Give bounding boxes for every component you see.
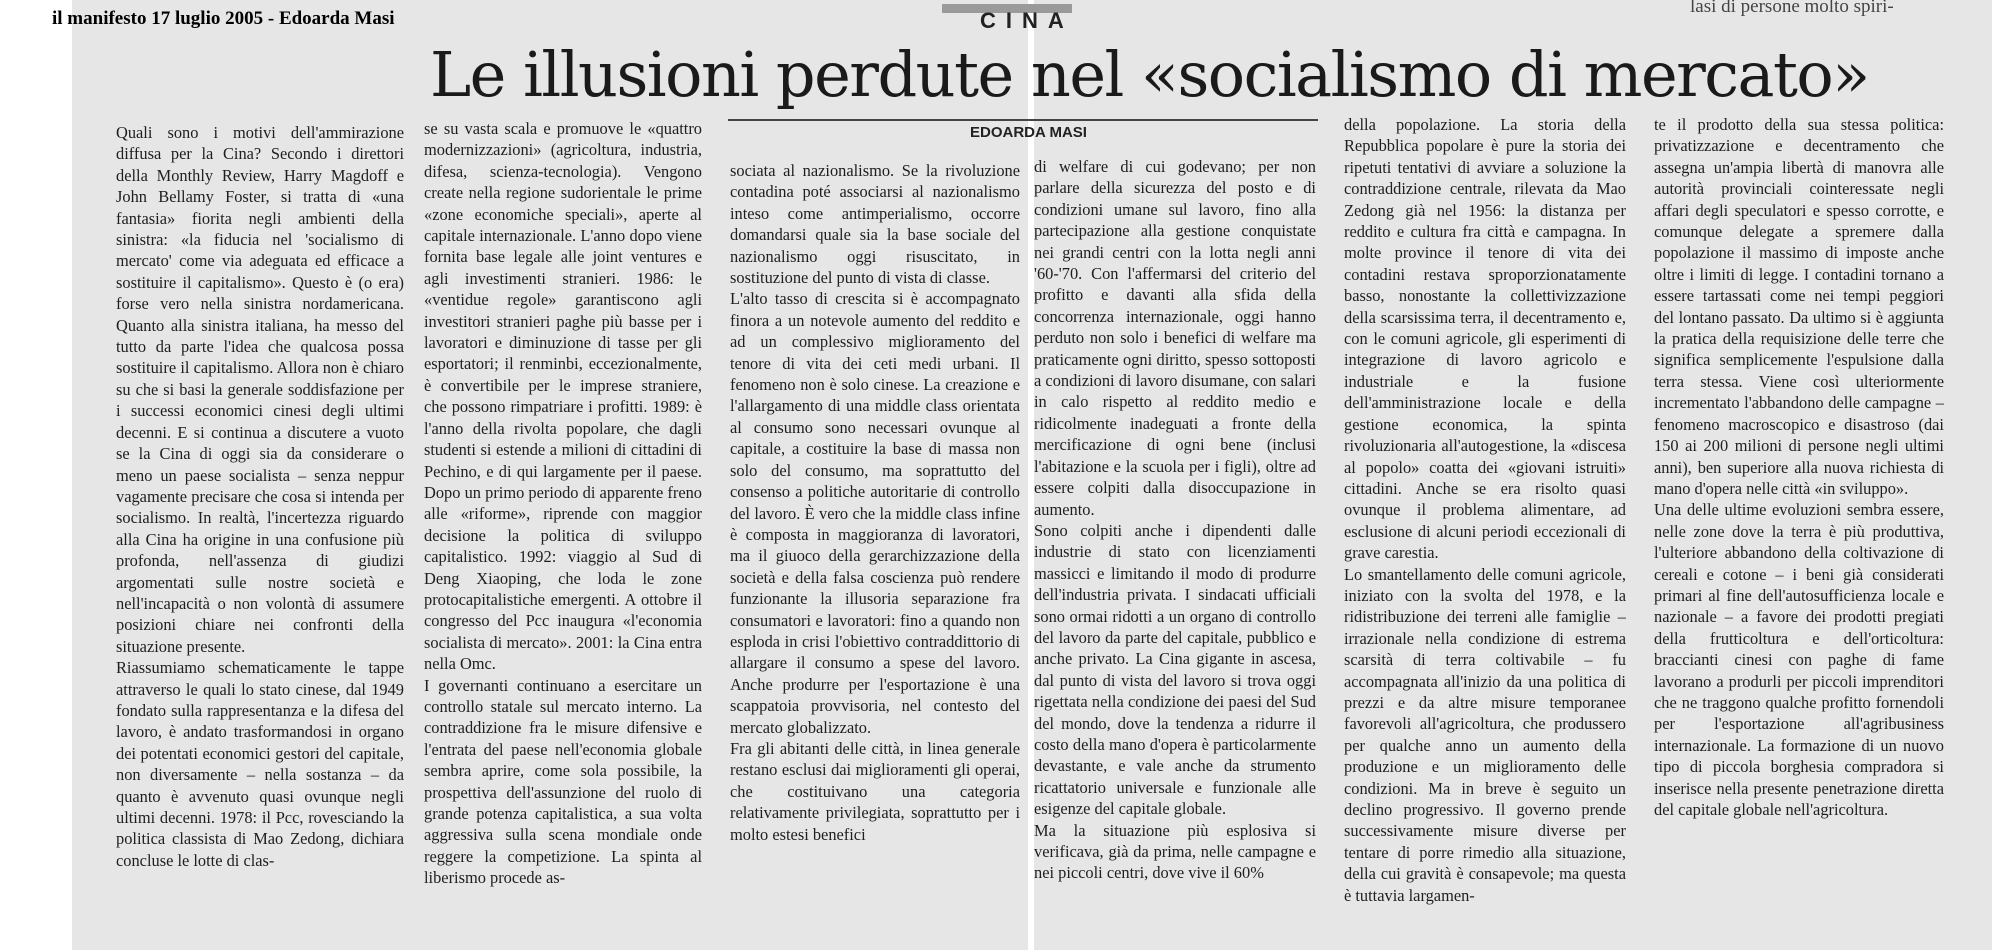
article-column-6: te il prodotto della sua stessa politica: privatizzazione e decentramento che assegna un'ampia libertà di manovra alle autorità provinciali cointeressate negli affari degli speculatori e spesso corrotte, e comunque delegate a spremere dalla popolazione il massimo di imposte anche oltre i limiti di legge. I contadini tornano a essere tartassati come nei tempi peggiori del lontano passato. Da ultimo si è aggiunta la pratica della requisizione delle terre che significa semplicemente l'espulsione dalla terra stessa. Viene così ulteriormente incrementato l'abbandono delle campagne – fenomeno macroscopico e disastroso (dai 150 ai 200 milioni di persone negli ultimi anni), ben superiore alla nuova richiesta di mano d'opera nelle città «in sviluppo». Una delle ultime evoluzioni sembra essere, nelle zone dove la terra è più produttiva, l'ulteriore abbandono della coltivazione di cereali e cotone – i beni già considerati primari al fine dell'autosufficienza locale e nazionale – a favore dei prodotti pregiati della frutticoltura e dell'orticoltura: braccianti cinesi con paghe di fame lavorano a produrli per piccoli imprenditori che ne traggono qualche profitto fornendoli per l'esportazione all'agribusiness internazionale. La formazione di un nuovo tipo di piccola borghesia compradora si inserisce nella presente penetrazione diretta del capitale globale nell'agricoltura. bbox=[1654, 115, 1944, 819]
article-column-4: di welfare di cui godevano; per non parlare della sicurezza del posto e di condizioni umane sul lavoro, fino alla partecipazione alla gestione conquistate nei grandi centri con la lotta negli anni '60-'70. Con l'affermarsi del criterio del profitto e davanti alla sfida della concorrenza internazionale, oggi hanno perduto non solo i benefici di welfare ma praticamente ogni diritto, spesso sottoposti a condizioni di lavoro disumane, con salari in calo rispetto al reddito medio e ridicolmente inadeguati a fronte della mercificazione di ogni bene (inclusi l'abitazione e la scuola per i figli), oltre ad essere colpiti dalla disoccupazione in aumento. Sono colpiti anche i dipendenti dalle industrie di stato con licenziamenti massicci e limitando il modo di produrre dell'industria privata. I sindacati ufficiali sono ormai ridotti a un organo di controllo del lavoro da parte del capitale, pubblico e anche privato. La Cina gigante in ascesa, dal punto di vista del lavoro si trova oggi rigettata nella condizione dei paesi del Sud del mondo, dove la tendenza a ridurre il costo della mano d'opera è particolarmente devastante, e vale anche da strumento ricattatorio universale e funzionale alle esigenze del capitale globale. Ma la situazione più esplosiva si verificava, già da prima, nelle campagne e nei piccoli centri, dove vive il 60% bbox=[1034, 157, 1316, 883]
byline: EDOARDA MASI bbox=[970, 124, 1087, 141]
section-label: CINA bbox=[980, 8, 1074, 33]
article-title: Le illusioni perdute nel «socialismo di mercato» bbox=[430, 38, 1869, 111]
article-column-1: Quali sono i motivi dell'ammirazione diffusa per la Cina? Secondo i direttori della Monthly Review, Harry Magdoff e John Bellamy Foster, si tratta di «una fantasia» fiorita negli ambienti della sinistra: «la fiducia nel 'socialismo di mercato' come via adeguata ed efficace a sostituire il capitalismo». Questo è (o era) forse vero nella sinistra nordamericana. Quanto alla sinistra italiana, ha messo del tutto da parte l'idea che qualcosa possa sostituire il capitalismo. Allora non è chiaro su che si basi la generale soddisfazione per i successi economici cinesi degli ultimi decenni. E si continua a discutere a vuoto se la Cina di oggi sia da considerare o meno un paese socialista – senza neppur vagamente precisare che cosa si intenda per socialismo. In realtà, l'incertezza riguardo alla Cina ha origine in una confusione più profonda, nell'assenza di giudizi argomentati sulle nostre società e nell'incapacità o non volontà di assumere posizioni chiare nei confronti della situazione presente. Riassumiamo schematicamente le tappe attraverso le quali lo stato cinese, dal 1949 fondato sulla rappresentanza e la difesa del lavoro, è andato trasformandosi in organo dei potentati economici gestori del capitale, non diversamente – nella sostanza – da quanto è avvenuto quasi ovunque negli ultimi decenni. 1978: il Pcc, rovesciando la politica classista di Mao Zedong, dichiara concluse le lotte di clas- bbox=[116, 123, 404, 870]
article-column-2: se su vasta scala e promuove le «quattro modernizzazioni» (agricoltura, industria, difesa, scienza-tecnologia). Vengono create nella regione sudorientale le prime «zone economiche speciali», aperte al capitale internazionale. L'anno dopo viene fornita base legale alle joint ventures e agli investimenti stranieri. 1986: le «ventidue regole» garantiscono agli investitori stranieri paghe più basse per i lavoratori e diminuzione di tasse per gli esportatori; il renminbi, eccezionalmente, è convertibile per le imprese straniere, che possono rimpatriare i profitti. 1989: è l'anno della rivolta popolare, che dagli studenti si estende a milioni di cittadini di Pechino, e di qui largamente per il paese. Dopo un primo periodo di apparente freno alle «riforme», riprende con maggior decisione la politica di sviluppo capitalistico. 1992: viaggio al Sud di Deng Xiaoping, che loda le zone protocapitalistiche emergenti. A ottobre il congresso del Pcc inaugura «l'economia socialista di mercato». 2001: la Cina entra nella Omc. I governanti continuano a esercitare un controllo statale sul mercato interno. La contraddizione fra le misure difensive e l'entrata del paese nell'economia globale sembra aprire, come sola possibile, la prospettiva dell'assunzione del ruolo di grande potenza capitalistica, a sua volta aggressiva sulla scena mondiale onde reggere la competizione. La spinta al liberismo procede as- bbox=[424, 119, 702, 888]
byline-rule bbox=[728, 119, 1318, 121]
source-header: il manifesto 17 luglio 2005 - Edoarda Masi bbox=[52, 8, 395, 29]
article-column-3: sociata al nazionalismo. Se la rivoluzione contadina poté associarsi al nazionalismo inteso come antimperialismo, occorre domandarsi quale sia la base sociale del nazionalismo oggi risuscitato, in sostituzione del punto di vista di classe. L'alto tasso di crescita si è accompagnato finora a un notevole aumento del reddito e ad un complessivo miglioramento del tenore di vita dei ceti medi urbani. Il fenomeno non è solo cinese. La creazione e l'allargamento di una middle class orientata al consumo sono necessari ovunque al capitale, a costituire la base di massa non solo del consumo, ma soprattutto del consenso a politiche autoritarie di controllo del lavoro. È vero che la middle class infine è composta in maggioranza di lavoratori, ma il giuoco della gerarchizzazione della società e della falsa coscienza può rendere funzionante la illusoria separazione fra consumatori e lavoratori: fino a quando non esploda in crisi l'obiettivo contraddittorio di allargare il consumo a spese del lavoro. Anche produrre per l'esportazione è una scappatoia provvisoria, nel contesto del mercato globalizzato. Fra gli abitanti delle città, in linea generale restano esclusi dai miglioramenti gli operai, che costituivano una categoria relativamente privilegiata, soprattutto per i molto estesi benefici bbox=[730, 161, 1020, 844]
cut-off-text: lasi di persone molto spiri- bbox=[1690, 0, 1894, 17]
article-column-5: della popolazione. La storia della Repubblica popolare è pure la storia dei ripetuti tentativi di avviare a soluzione la contraddizione centrale, rilevata da Mao Zedong già nel 1956: la distanza per reddito e cultura fra città e campagna. In molte province il tenore di vita dei contadini restava sproporzionatamente basso, nonostante la collettivizzazione della scarsissima terra, il decentramento e, con le comuni agricole, gli esperimenti di integrazione di lavoro agricolo e industriale e la fusione dell'amministrazione locale e della gestione economica, la spinta rivoluzionaria all'autogestione, la «discesa al popolo» coatta dei «giovani istruiti» cittadini. Anche se era risolto quasi ovunque il problema alimentare, ad esclusione di alcuni periodi eccezionali di grave carestia. Lo smantellamento delle comuni agricole, iniziato con la svolta del 1978, e la ridistribuzione dei terreni alle famiglie – irrazionale nella condizione di estrema scarsità di terra coltivabile – fu accompagnata all'inizio da una politica di prezzi e da altre misure temporanee favorevoli all'agricoltura, che produssero per qualche anno un aumento della produzione e un miglioramento delle condizioni. Ma in breve è seguito un declino progressivo. Il governo prende successivamente misure diverse per tentare di porre rimedio alla situazione, della cui gravità è consapevole; ma questa è tuttavia largamen- bbox=[1344, 115, 1626, 905]
